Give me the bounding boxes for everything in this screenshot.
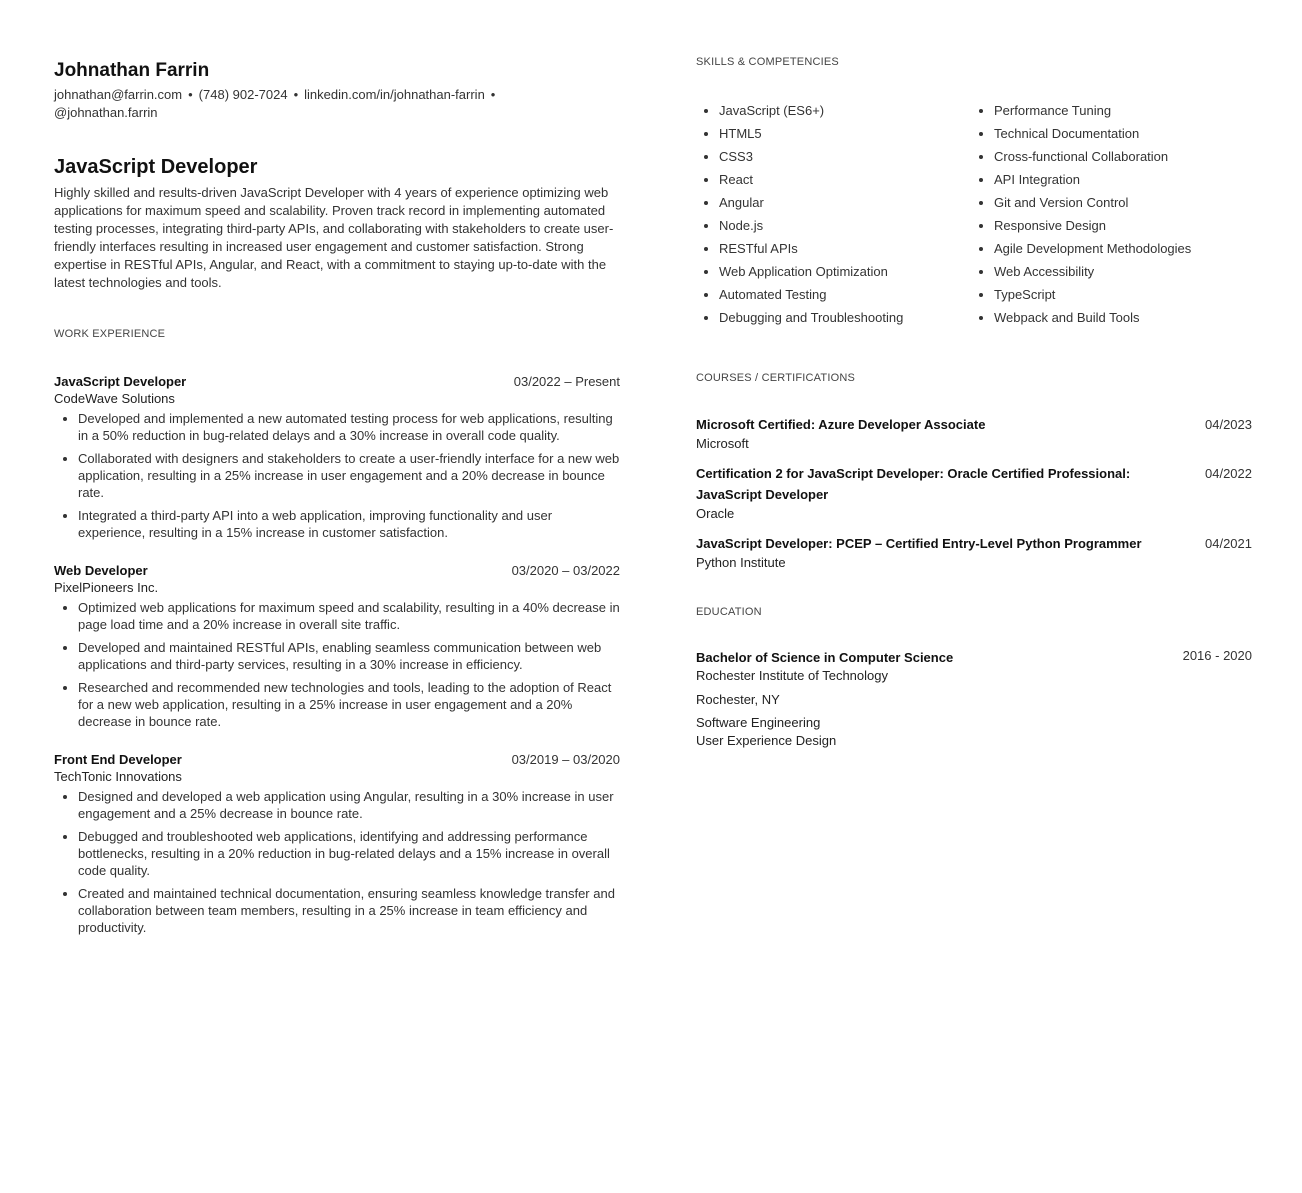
certifications-list — [696, 414, 1252, 572]
skill-item: • Responsive Design — [994, 214, 1191, 237]
skill-item: • RESTful APIs — [719, 237, 971, 260]
education-focus: User Experience Design — [696, 733, 837, 748]
separator: • — [188, 87, 193, 102]
education-focus: Software Engineering — [696, 715, 821, 730]
job-entry — [54, 752, 620, 936]
social-handle[interactable]: @johnathan.farrin — [54, 105, 158, 120]
job-dates: 03/2019 – 03/2020 — [511, 752, 620, 767]
skill-item: • Web Application Optimization — [719, 260, 971, 283]
job-company: PixelPioneers Inc. — [54, 580, 159, 595]
certification-org: Oracle — [696, 506, 735, 521]
certification-org: Microsoft — [696, 436, 749, 451]
summary-section — [54, 154, 620, 292]
summary-text: Highly skilled and results-driven JavaScript Developer with 4 years of experience optimizing web applications for maximum speed and scalability. Proven track record in implementing automated testing processes, integrating third-party APIs, and collaborating with stakeholders to create user-friendly interfaces resulting in increased user engagement and customer satisfaction. Strong expertise in RESTful APIs, Angular, and React, with a commitment to staying up-to-date with the latest technologies and tools. — [54, 185, 614, 290]
skill-item: • Debugging and Troubleshooting — [719, 306, 971, 329]
work-experience-heading: WORK EXPERIENCE — [54, 328, 166, 340]
email[interactable]: johnathan@farrin.com — [54, 87, 183, 102]
certification-entry — [696, 414, 1252, 453]
jobs-list — [54, 374, 620, 936]
job-bullet: • Developed and implemented a new automated testing process for web applications, resulting in a 50% reduction in bug-related delays and a 30% increase in overall code quality. — [78, 410, 620, 444]
job-title: Front End Developer — [54, 752, 182, 767]
job-dates: 03/2020 – 03/2022 — [511, 563, 620, 578]
candidate-name: Johnathan Farrin — [54, 60, 210, 81]
certification-date: 04/2022 — [1205, 466, 1252, 481]
role-title: JavaScript Developer — [54, 156, 258, 178]
job-company: TechTonic Innovations — [54, 769, 182, 784]
job-bullet: • Optimized web applications for maximum speed and scalability, resulting in a 40% decrease in page load time and a 20% increase in overall site traffic. — [78, 599, 620, 633]
job-title: JavaScript Developer — [54, 374, 187, 389]
certification-name: Microsoft Certified: Azure Developer Associate — [696, 417, 986, 432]
job-entry — [54, 563, 620, 730]
certifications-heading: COURSES / CERTIFICATIONS — [696, 372, 856, 384]
skill-item: • Performance Tuning — [994, 99, 1191, 122]
job-bullet: • Integrated a third-party API into a web application, improving functionality and user experience, resulting in a 15% increase in customer satisfaction. — [78, 507, 620, 541]
certification-name: Certification 2 for JavaScript Developer: Oracle Certified Professional: JavaScript Developer — [696, 466, 1131, 502]
skills-heading: SKILLS & COMPETENCIES — [696, 56, 839, 68]
contact-info — [54, 86, 620, 122]
skill-item: • Git and Version Control — [994, 191, 1191, 214]
skill-item: • JavaScript (ES6+) — [719, 99, 971, 122]
skill-item: • Agile Development Methodologies — [994, 237, 1191, 260]
job-dates: 03/2022 – Present — [513, 374, 620, 389]
job-bullet: • Designed and developed a web application using Angular, resulting in a 30% increase in user engagement and a 25% decrease in bounce rate. — [78, 788, 620, 822]
education-school: Rochester Institute of Technology — [696, 668, 888, 683]
skill-item: • Node.js — [719, 214, 971, 237]
phone[interactable]: (748) 902-7024 — [198, 87, 288, 102]
certification-name: JavaScript Developer: PCEP – Certified Entry-Level Python Programmer — [696, 536, 1142, 551]
certification-date: 04/2023 — [1205, 417, 1252, 432]
skills-list — [696, 99, 1252, 329]
job-bullet: • Collaborated with designers and stakeholders to create a user-friendly interface for a new web application, resulting in a 25% increase in user engagement and a 20% decrease in bounce rate. — [78, 450, 620, 501]
skill-item: • CSS3 — [719, 145, 971, 168]
skill-item: • API Integration — [994, 168, 1191, 191]
job-entry — [54, 374, 620, 541]
job-bullet: • Developed and maintained RESTful APIs, enabling seamless communication between web applications and third-party services, resulting in a 30% increase in efficiency. — [78, 639, 620, 673]
job-bullets — [54, 788, 620, 936]
certification-date: 04/2021 — [1205, 536, 1252, 551]
linkedin-link[interactable]: linkedin.com/in/johnathan-farrin — [304, 87, 485, 102]
skill-item: • Cross-functional Collaboration — [994, 145, 1191, 168]
separator: • — [293, 87, 299, 102]
skill-item: • Angular — [719, 191, 971, 214]
certification-org: Python Institute — [696, 555, 786, 570]
education-location: Rochester, NY — [696, 692, 780, 707]
skill-item: • Technical Documentation — [994, 122, 1191, 145]
certification-entry — [696, 533, 1252, 572]
skills-column-2 — [971, 99, 1191, 329]
skills-column-1 — [696, 99, 971, 329]
education-dates: 2016 - 2020 — [1182, 648, 1252, 663]
skill-item: • React — [719, 168, 971, 191]
job-bullets — [54, 599, 620, 730]
education-degree: Bachelor of Science in Computer Science — [696, 650, 954, 665]
left-column — [54, 58, 620, 958]
job-bullets — [54, 410, 620, 541]
job-bullet: • Researched and recommended new technologies and tools, leading to the adoption of React for a new web application, resulting in a 25% increase in user engagement and a 20% decrease in bounce rate. — [78, 679, 620, 730]
education-heading: EDUCATION — [696, 606, 762, 618]
skill-item: • Web Accessibility — [994, 260, 1191, 283]
skill-item: • Webpack and Build Tools — [994, 306, 1191, 329]
job-company: CodeWave Solutions — [54, 391, 175, 406]
skill-item: • Automated Testing — [719, 283, 971, 306]
skill-item: • HTML5 — [719, 122, 971, 145]
skill-item: • TypeScript — [994, 283, 1191, 306]
separator: • — [490, 87, 496, 102]
job-title: Web Developer — [54, 563, 148, 578]
job-bullet: • Created and maintained technical documentation, ensuring seamless knowledge transfer and collaboration between team members, resulting in a 25% increase in team efficiency and productivity. — [78, 885, 620, 936]
job-bullet: • Debugged and troubleshooted web applications, identifying and addressing performance bottlenecks, resulting in a 20% reduction in bug-related delays and a 15% increase in overall code quality. — [78, 828, 620, 879]
education-entry — [696, 648, 1252, 750]
certification-entry — [696, 463, 1252, 523]
right-column — [696, 56, 1252, 750]
